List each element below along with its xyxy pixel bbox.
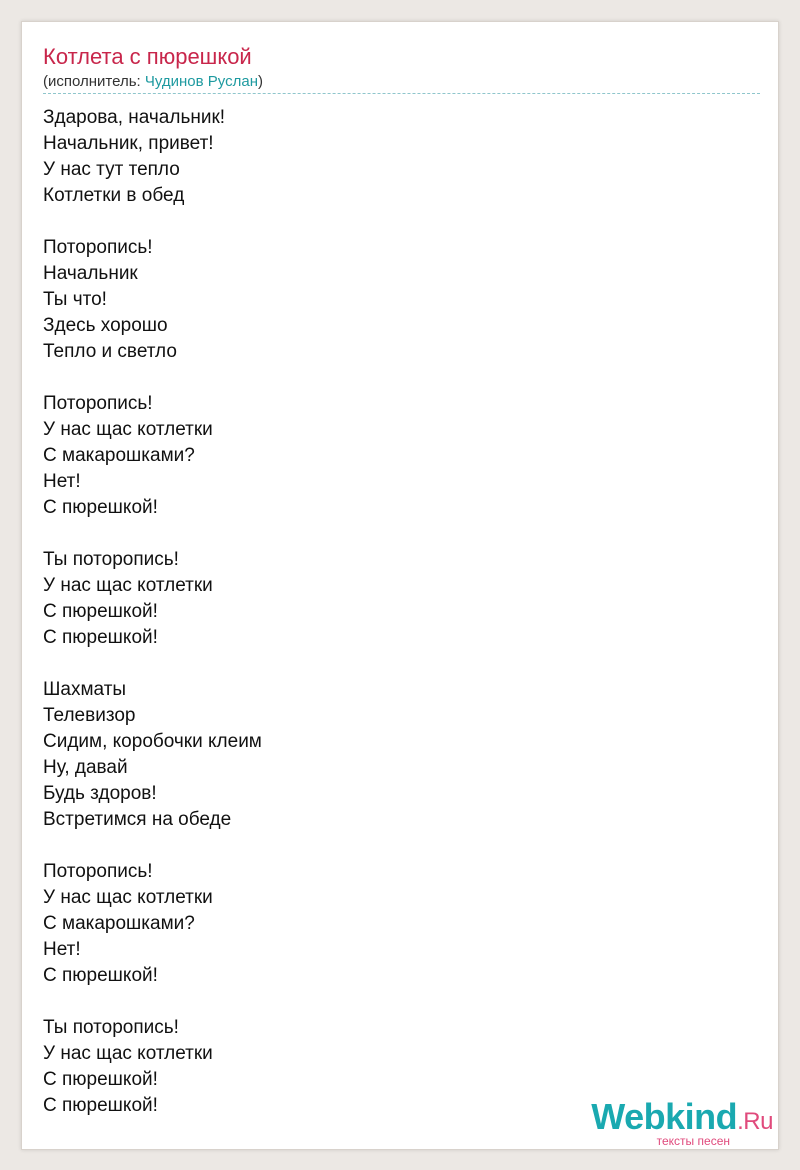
lyric-line: Котлетки в обед [43,185,185,206]
verse [43,105,262,209]
artist-link[interactable]: Чудинов Руслан [144,73,258,90]
lyric-line: Ну, давай [43,757,128,778]
lyric-line: Телевизор [43,705,136,726]
verse [43,1015,262,1119]
lyric-line: Ты что! [43,289,107,310]
lyric-line: Поторопись! [43,393,153,414]
lyrics-body [43,105,262,1145]
artist-line [43,73,263,91]
lyric-line: Начальник, привет! [43,133,214,154]
lyric-line: Будь здоров! [43,783,157,804]
lyric-line: У нас щас котлетки [43,575,213,596]
lyric-line: Ты поторопись! [43,549,179,570]
lyric-line: У нас тут тепло [43,159,180,180]
lyric-line: Нет! [43,939,81,960]
divider [43,93,760,94]
brand-logo[interactable] [591,1098,773,1147]
lyric-line: Ты поторопись! [43,1017,179,1038]
lyric-line: Начальник [43,263,138,284]
lyric-line: С пюрешкой! [43,627,158,648]
lyric-line: С пюрешкой! [43,497,158,518]
lyric-line: Поторопись! [43,237,153,258]
lyric-line: У нас щас котлетки [43,419,213,440]
lyric-line: С макарошками? [43,913,195,934]
lyric-line: Здесь хорошо [43,315,168,336]
lyric-line: Нет! [43,471,81,492]
lyric-line: Здарова, начальник! [43,107,226,128]
verse [43,235,262,365]
lyric-line: У нас щас котлетки [43,1043,213,1064]
lyric-line: С пюрешкой! [43,601,158,622]
artist-suffix: ) [257,73,263,90]
lyric-line: Поторопись! [43,861,153,882]
lyric-line: С пюрешкой! [43,1069,158,1090]
verse [43,391,262,521]
lyric-line: У нас щас котлетки [43,887,213,908]
verse [43,677,262,833]
song-title: Котлета с пюрешкой [43,44,252,69]
verse [43,859,262,989]
lyric-line: Тепло и светло [43,341,177,362]
artist-prefix: (исполнитель: [43,73,145,90]
lyric-line: С пюрешкой! [43,965,158,986]
brand-name-text: Webkind [591,1096,738,1137]
lyric-line: Встретимся на обеде [43,809,232,830]
verse [43,547,262,651]
brand-tld: .Ru [737,1108,773,1135]
lyric-line: С пюрешкой! [43,1095,158,1116]
brand-tagline: тексты песен [656,1134,730,1148]
lyric-line: Шахматы [43,679,127,700]
lyric-line: С макарошками? [43,445,195,466]
lyric-line: Сидим, коробочки клеим [43,731,262,752]
lyrics-card [21,21,779,1150]
